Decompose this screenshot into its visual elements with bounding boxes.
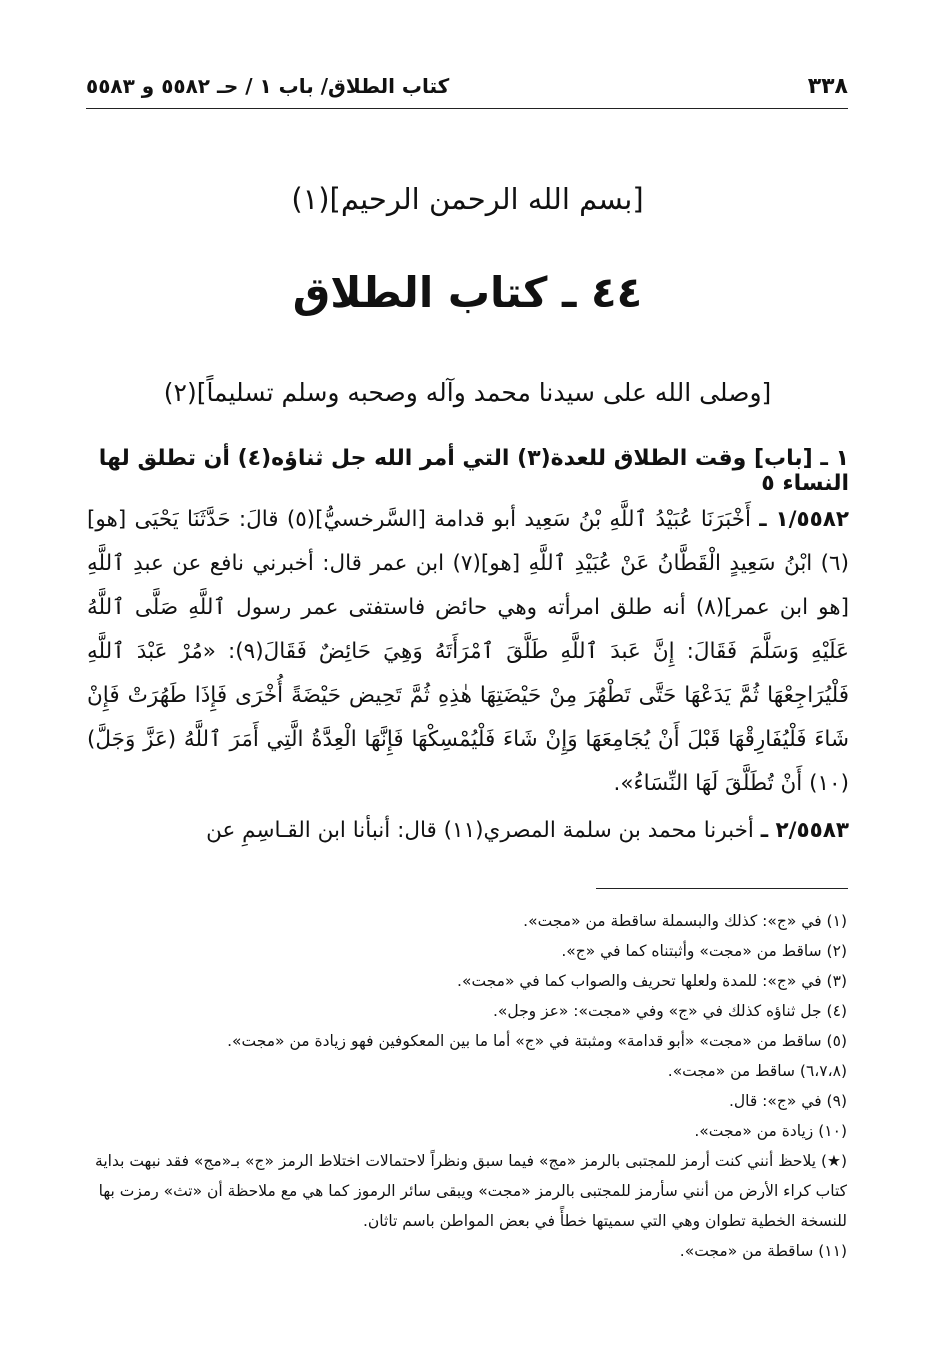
page-number: ٣٣٨ bbox=[807, 74, 848, 99]
footnote: (٣) في «ج»: للمدة ولعلها تحريف والصواب كما في «مجت». bbox=[457, 972, 847, 990]
footnote: (٤) جل ثناؤه كذلك في «ج» وفي «مجت»: «عز وجل». bbox=[492, 1002, 847, 1020]
footnote: (١١) ساقطة من «مجت». bbox=[679, 1242, 847, 1260]
book-title: ٤٤ ـ كتاب الطلاق bbox=[292, 268, 643, 317]
footnote: (٢) ساقط من «مجت» وأثبتناه كما في «ج». bbox=[561, 942, 847, 960]
hadith-text: أخبرنا محمد بن سلمة المصري(١١) قال: أنبأنا ابن القـاسِمِ عن bbox=[206, 818, 754, 843]
running-title: كتاب الطلاق/ باب ١ / حـ ٥٥٨٢ و ٥٥٨٣ bbox=[86, 74, 450, 98]
running-header bbox=[86, 68, 848, 109]
footnote: (٥) ساقط من «مجت» «أبو قدامة» ومثبتة في «ج» أما ما بين المعكوفين فهو زيادة من «مجت». bbox=[227, 1032, 847, 1050]
hadith-number: ٢/٥٥٨٣ ـ bbox=[760, 818, 849, 843]
footnote-note: (★) يلاحظ أنني كنت أرمز للمجتبى بالرمز «مج» فيما سبق ونظراً لاحتمالات اختلاط الرمز «ج» بـ«مج» فقد نبهت بداية كتاب كراء الأرض من أنني سأرمز للمجتبى بالرمز «مجت» ويبقى سائر الرموز كما هي مع ملاحظة أن «تث» رمزت بها للنسخة الخطية تطوان وهي التي سميتها خطأً في بعض المواطن باسم تاثان. bbox=[95, 1152, 847, 1230]
salat-line: [وصلى الله على سيدنا محمد وآله وصحبه وسلم تسليماً](٢) bbox=[163, 378, 772, 407]
basmala: [بسم الله الرحمن الرحيم](١) bbox=[291, 182, 644, 216]
chapter-heading: ١ ـ [باب] وقت الطلاق للعدة(٣) التي أمر الله جل ثناؤه(٤) أن تطلق لها النساء ٥ bbox=[98, 446, 849, 496]
footnotes bbox=[87, 906, 847, 1266]
footnote: (٩) في «ج»: قال. bbox=[728, 1092, 847, 1110]
footnote: (١٠) زيادة من «مجت». bbox=[694, 1122, 847, 1140]
hadith-5583 bbox=[87, 818, 849, 843]
footnote-separator bbox=[596, 888, 848, 889]
hadith-number: ١/٥٥٨٢ ـ bbox=[759, 507, 849, 532]
footnote: (١) في «ج»: كذلك والبسملة ساقطة من «مجت». bbox=[523, 912, 847, 930]
footnote: (٦،٧،٨) ساقط من «مجت». bbox=[667, 1062, 847, 1080]
hadith-text: أَخْبَرَنَا عُبَيْدُ ٱللَّهِ بْنُ سَعِيد أبو قدامة [السَّرخسيُّ](٥) قالَ: حَدَّثَنَا يَحْيَى [هو](٦) ابْنُ سَعِيدٍ الْقَطَّانُ عَنْ عُبَيْدِ ٱللَّهِ [هو](٧) ابن عمر قال: أخبرني نافع عن عبدِ ٱللَّهِ [هو ابن عمر](٨) أنه طلق امرأته وهي حائض فاستفتى عمر رسول ٱللَّهِ صَلَّى ٱللَّهُ عَلَيْهِ وَسَلَّمَ فَقَالَ: إِنَّ عَبدَ ٱللَّهِ طَلَّقَ ٱمْرَأَتَهُ وَهِيَ حَائِضٌ فَقَالَ(٩): «مُرْ عَبْدَ ٱللَّهِ فَلْيُرَاجِعْهَا ثُمَّ يَدَعْهَا حَتَّى تَطْهُرَ مِنْ حَيْضَتِهَا هٰذِهِ ثُمَّ تَحِيض حَيْضَةً أُخْرَى فَإِذَا طَهُرَتْ فَإِنْ شَاءَ فَلْيُفَارِقْهَا قَبْلَ أَنْ يُجَامِعَهَا وَإِنْ شَاءَ فَلْيُمْسِكْهَا فَإِنَّهَا الْعِدَّةُ الَّتِي أَمَرَ ٱللَّهُ (عَزَّ وَجَلَّ)(١٠) أَنْ تُطَلَّقَ لَهَا النِّسَاءُ». bbox=[87, 507, 850, 796]
hadith-5582 bbox=[87, 498, 849, 806]
